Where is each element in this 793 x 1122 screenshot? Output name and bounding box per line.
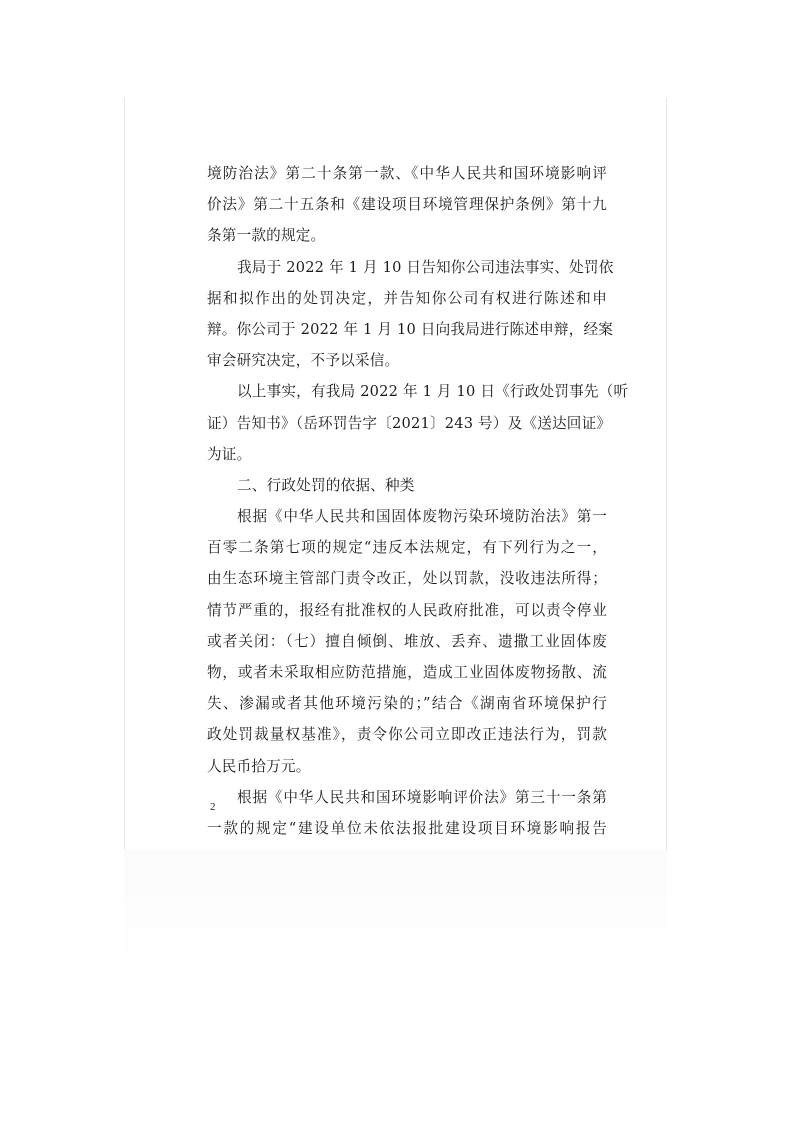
body-line: 为证。 (207, 445, 252, 463)
body-line: 境防治法》第二十条第一款、《中华人民共和国环境影响评 (207, 165, 607, 182)
body-line: 条第一款的规定。 (207, 227, 326, 245)
body-line: 审会研究决定，不予以采信。 (207, 352, 400, 370)
body-line: 辩。你公司于 2022 年 1 月 10 日向我局进行陈述申辩，经案 (207, 320, 614, 338)
body-line: 证）告知书》（岳环罚告字〔2021〕243 号）及《送达回证》 (207, 414, 612, 432)
body-line: 我局于 2022 年 1 月 10 日告知你公司违法事实、处罚依 (237, 258, 614, 276)
body-line: 根据《中华人民共和国环境影响评价法》第三十一条第 (237, 788, 607, 806)
body-line: 由生态环境主管部门责令改正，处以罚款，没收违法所得； (207, 570, 607, 588)
body-line: 根据《中华人民共和国固体废物污染环境防治法》第一 (237, 508, 607, 526)
body-line: 人民币拾万元。 (207, 757, 311, 775)
body-line: 据和拟作出的处罚决定，并告知你公司有权进行陈述和申 (207, 289, 607, 307)
body-line: 以上事实，有我局 2022 年 1 月 10 日《行政处罚事先（听 (237, 383, 629, 401)
body-line: 一款的规定“建设单位未依法报批建设项目环境影响报告 (207, 819, 607, 837)
page-number: 2 (210, 801, 216, 813)
document-body (207, 158, 629, 844)
body-line: 情节严重的，报经有批准权的人民政府批准，可以责令停业 (207, 601, 607, 619)
scan-edge-left (124, 98, 125, 850)
body-line: 或者关闭：（七）擅自倾倒、堆放、丢弃、遗撒工业固体废 (207, 632, 607, 650)
body-line: 失、渗漏或者其他环境污染的；”结合《湖南省环境保护行 (207, 695, 607, 713)
scan-shadow (124, 850, 667, 970)
body-line: 价法》第二十五条和《建设项目环境管理保护条例》第十九 (207, 196, 607, 214)
section-heading: 二、行政处罚的依据、种类 (237, 476, 415, 494)
body-line: 物，或者未采取相应防范措施，造成工业固体废物扬散、流 (207, 664, 607, 681)
scan-edge-right (666, 98, 667, 850)
body-line: 政处罚裁量权基准》，责令你公司立即改正违法行为，罚款 (207, 726, 607, 744)
body-line: 百零二条第七项的规定“违反本法规定，有下列行为之一， (207, 539, 607, 557)
